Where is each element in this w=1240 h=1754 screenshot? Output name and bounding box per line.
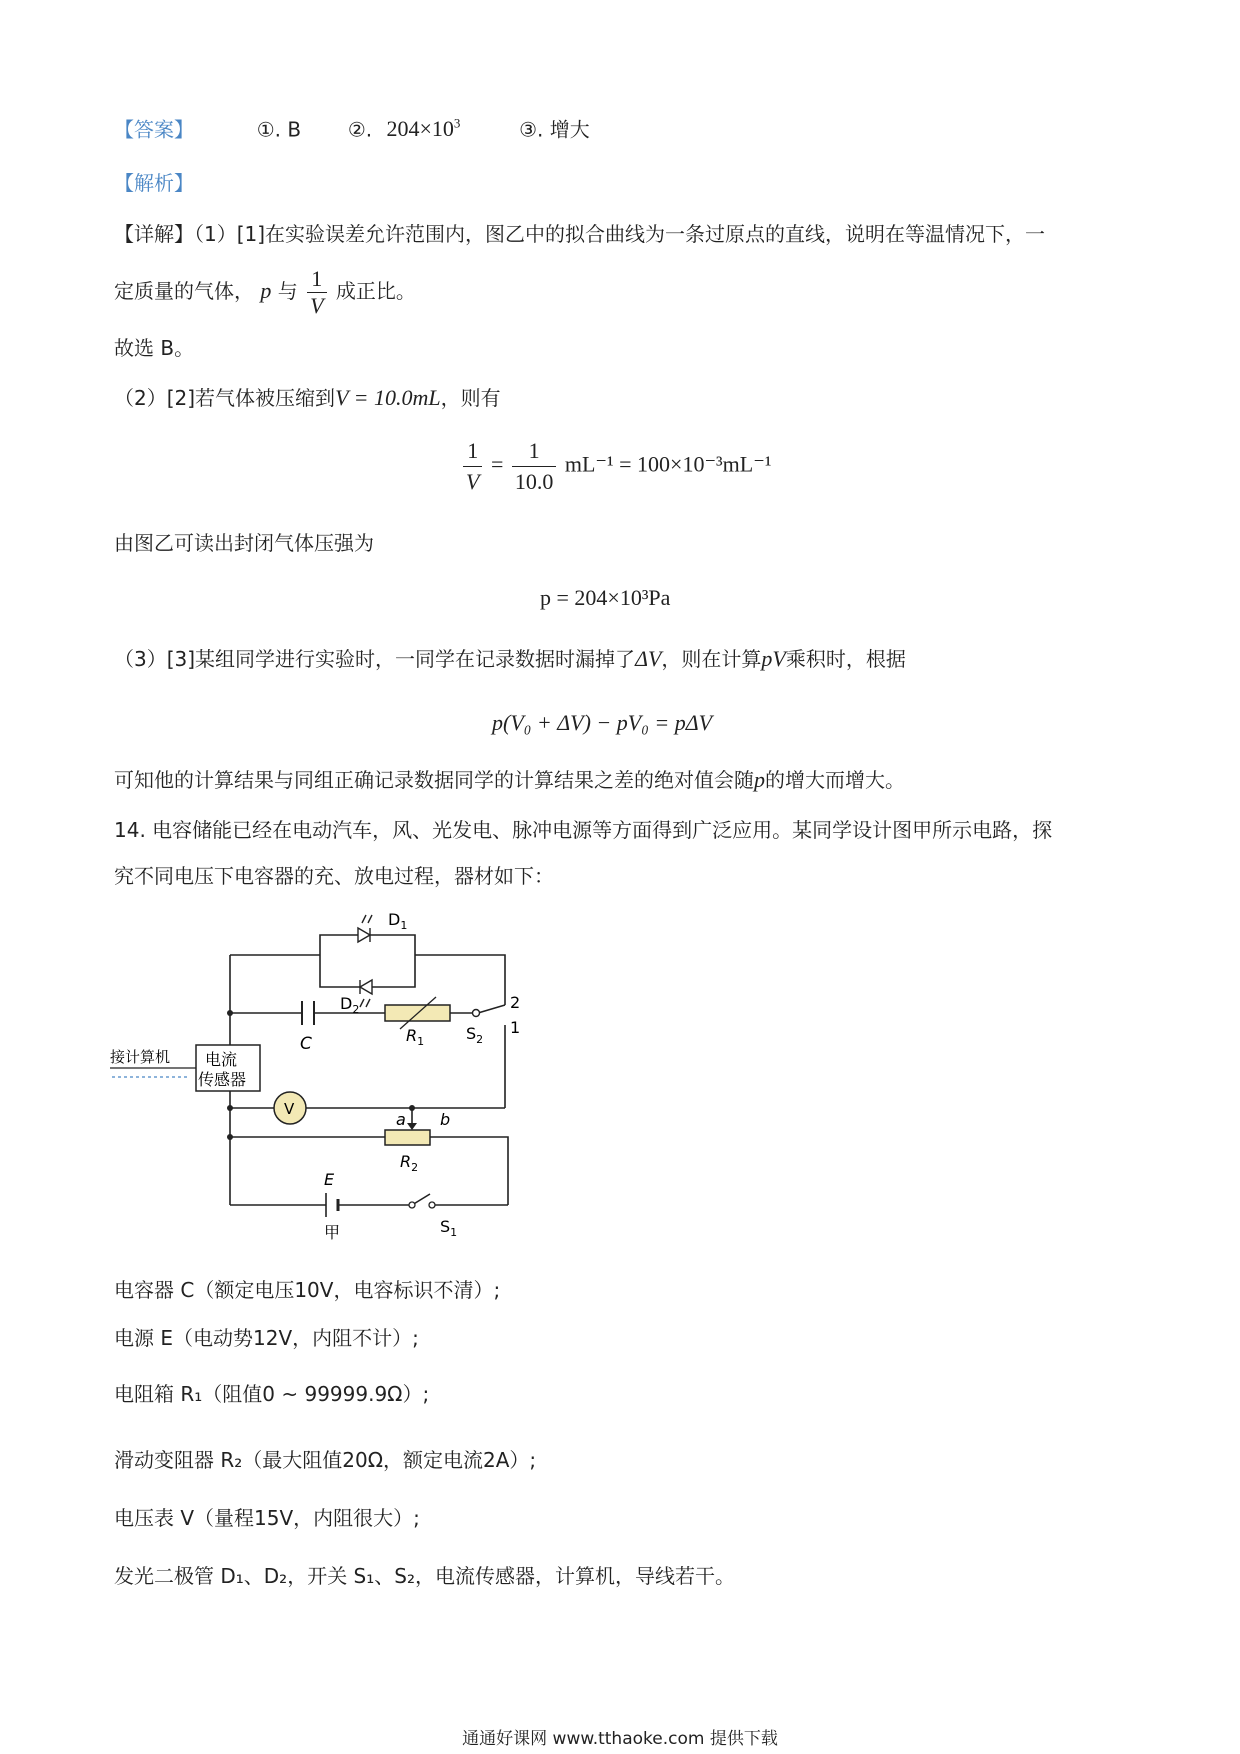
answer-option-1: ①. B — [256, 117, 302, 142]
detail-line-3: 故选 B。 — [114, 336, 195, 360]
equipment-item-voltmeter: 电压表 V（量程15V，内阻很大）; — [114, 1506, 420, 1530]
label-e: E — [324, 1170, 335, 1189]
capacitor-c — [302, 1001, 314, 1025]
answer-option-2-value: $204\times 10^3$ — [386, 116, 461, 142]
label-sensor-2: 传感器 — [198, 1070, 247, 1089]
s1-terminal-right — [429, 1202, 435, 1208]
q14-line1: 14. 电容储能已经在电动汽车，风、光发电、脉冲电源等方面得到广泛应用。某同学设计图甲所示电路，探 — [114, 818, 1053, 842]
detail-text-2a: 定质量的气体， — [114, 279, 254, 303]
answer-option-3: ③. 增大 — [519, 117, 590, 142]
detail-label: 【详解】 — [114, 222, 194, 246]
label-c: C — [300, 1034, 312, 1054]
battery-e — [326, 1193, 338, 1217]
label-s1: $S_1$ — [440, 1217, 458, 1239]
s2-arm — [478, 1005, 505, 1013]
detail-p2-line1: （2）[2]若气体被压缩到V = 10.0mL，则有 — [114, 385, 501, 410]
label-d1: $D_1$ — [388, 910, 408, 932]
label-voltmeter: V — [284, 1100, 295, 1118]
label-a: a — [396, 1110, 406, 1129]
led-d1 — [358, 915, 372, 942]
top-right-wire — [415, 955, 505, 1005]
s2-terminal — [473, 1010, 480, 1017]
label-s2: $S_2$ — [466, 1024, 484, 1046]
equation-1: $\frac{1}{V}$ = $\frac{1}{10.0}$ mL⁻¹ = 100×10⁻³mL⁻¹ — [460, 438, 771, 495]
label-pos-2: 2 — [510, 993, 521, 1012]
detail-text-with: 与 — [277, 279, 298, 303]
label-figure-caption: 甲 — [324, 1223, 341, 1242]
r2-right-wire — [430, 1137, 508, 1205]
detail-p3-line2: 可知他的计算结果与同组正确记录数据同学的计算结果之差的绝对值会随p的增大而增大。 — [114, 767, 905, 792]
s1-terminal-left — [409, 1202, 415, 1208]
resistor-r2 — [385, 1130, 430, 1145]
fraction-1-over-v: $\frac{1}{V}$ — [307, 268, 326, 317]
eq-v-value: V = 10.0mL — [335, 385, 441, 410]
led-d2 — [360, 980, 372, 1007]
d1-branch-wire — [320, 935, 415, 955]
page-footer: 通通好课网 www.tthaoke.com 提供下载 — [462, 1729, 778, 1749]
answer-row — [114, 117, 590, 140]
label-r1: $R_1$ — [406, 1026, 425, 1048]
var-delta-v: ΔV — [635, 646, 662, 671]
equation-2: p = 204×10³Pa — [540, 585, 671, 610]
detail-line-1 — [114, 224, 1045, 244]
detail-text-1: （1）[1]在实验误差允许范围内，图乙中的拟合曲线为一条过原点的直线，说明在等温情况下，一 — [194, 222, 1046, 246]
circuit-diagram — [110, 905, 530, 1245]
label-r2: $R_2$ — [400, 1152, 419, 1174]
eq1-lhs: $\frac{1}{V}$ — [463, 438, 482, 495]
equipment-item-others: 发光二极管 D₁、D₂，开关 S₁、S₂，电流传感器，计算机，导线若干。 — [114, 1564, 735, 1588]
equipment-item-source: 电源 E（电动势12V，内阻不计）; — [114, 1326, 419, 1350]
var-pv: pV — [761, 646, 786, 671]
label-b: b — [440, 1110, 451, 1129]
label-computer: 接计算机 — [110, 1048, 171, 1066]
eq1-rest: mL⁻¹ = 100×10⁻³mL⁻¹ — [564, 451, 772, 477]
detail-p2-line2: 由图乙可读出封闭气体压强为 — [114, 531, 374, 555]
detail-text-2b: 成正比。 — [335, 279, 416, 303]
var-p: p — [260, 278, 272, 303]
equipment-item-resistor-box: 电阻箱 R₁（阻值0 ~ 99999.9Ω）; — [114, 1382, 430, 1406]
equipment-item-capacitor: 电容器 C（额定电压10V，电容标识不清）; — [114, 1278, 501, 1302]
detail-line-2 — [114, 268, 416, 317]
label-sensor-1: 电流 — [205, 1050, 238, 1069]
answer-option-2-prefix: ②. — [347, 117, 373, 142]
q14-line2: 究不同电压下电容器的充、放电过程，器材如下： — [114, 864, 554, 888]
detail-p3-line1: （3）[3]某组同学进行实验时，一同学在记录数据时漏掉了ΔV，则在计算pV乘积时，根据 — [114, 646, 906, 671]
var-p-2: p — [754, 767, 765, 792]
analysis-label: 【解析】 — [114, 171, 194, 195]
slider-arrowhead — [407, 1123, 417, 1130]
eq1-mid: $\frac{1}{10.0}$ — [512, 438, 557, 495]
answer-label: 【答案】 — [114, 117, 194, 142]
label-pos-1: 1 — [510, 1018, 521, 1037]
label-d2: $D_2$ — [340, 994, 360, 1016]
equation-3: p(V₀ + ΔV) − pV₀ = pΔV — [492, 710, 713, 735]
equipment-item-rheostat: 滑动变阻器 R₂（最大阻值20Ω，额定电流2A）; — [114, 1448, 537, 1472]
